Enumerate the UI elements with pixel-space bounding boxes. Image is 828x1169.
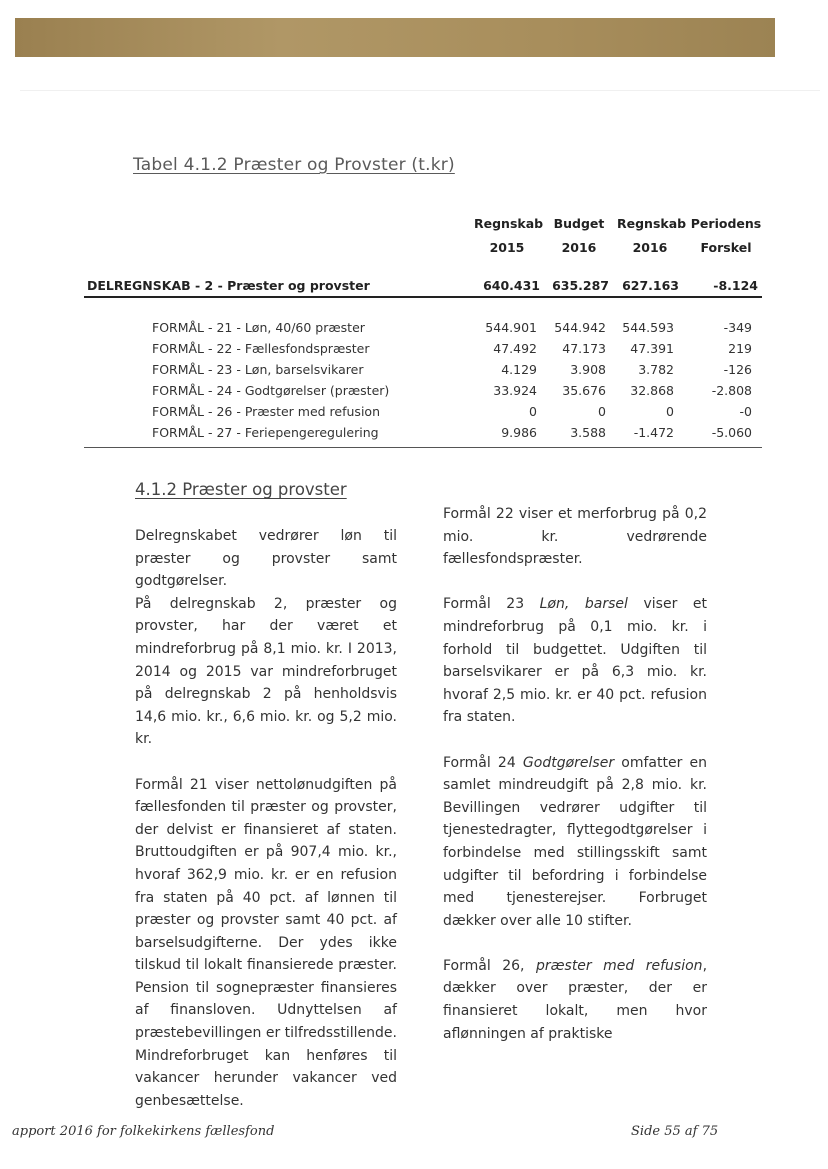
divider — [20, 90, 820, 91]
cell: -5.060 — [711, 425, 752, 440]
cell: 544.901 — [485, 320, 537, 335]
cell: -349 — [723, 320, 752, 335]
cell: -1.472 — [633, 425, 674, 440]
cell: -2.808 — [711, 383, 752, 398]
row-label: FORMÅL - 23 - Løn, barselsvikarer — [152, 362, 364, 377]
summary-value: 640.431 — [483, 278, 540, 293]
row-label: FORMÅL - 24 - Godtgørelser (præster) — [152, 383, 390, 398]
cell: -0 — [739, 404, 752, 419]
cell: 33.924 — [493, 383, 537, 398]
cell: -126 — [723, 362, 752, 377]
cell: 9.986 — [501, 425, 537, 440]
cell: 219 — [728, 341, 752, 356]
paragraph: Delregnskabet vedrører løn til præster og provster samt godtgørelser. — [135, 528, 397, 590]
cell: 0 — [666, 404, 674, 419]
paragraph: Formål 26, præster med refusion, dækker over præster, der er finansieret lokalt, men hvor aflønningen af praktiske — [443, 957, 708, 1042]
cell: 0 — [529, 404, 537, 419]
cell: 0 — [598, 404, 606, 419]
summary-label: DELREGNSKAB - 2 - Præster og provster — [87, 278, 370, 293]
summary-value: -8.124 — [713, 278, 758, 293]
summary-value: 627.163 — [622, 278, 679, 293]
cell: 544.593 — [622, 320, 674, 335]
cell: 47.173 — [562, 341, 606, 356]
row-label: FORMÅL - 21 - Løn, 40/60 præster — [152, 320, 365, 335]
table-title: Tabel 4.1.2 Præster og Provster (t.kr) — [133, 155, 455, 175]
table-row — [84, 318, 762, 339]
right-column — [443, 503, 707, 1045]
row-label: FORMÅL - 22 - Fællesfondspræster — [152, 341, 370, 356]
table-row — [84, 402, 762, 423]
left-column — [135, 525, 397, 1112]
footer-report-title: apport 2016 for folkekirkens fællesfond — [12, 1124, 275, 1139]
table-row — [84, 381, 762, 402]
cell: 47.492 — [493, 341, 537, 356]
table-rule — [84, 447, 762, 448]
table-row — [84, 339, 762, 360]
paragraph: Formål 21 viser nettolønudgiften på fællesfonden til præster og provster, der delvist er finansieret af staten. Bruttoudgiften er på 907,4 mio. kr., hvoraf 362,9 mio. kr. er en refusion fra staten på 40 pct. af lønnen til præster og provster samt 40 pct. af barselsudgifterne. Der ydes ikke tilskud til lokalt finansierede præster. Pension til sognepræster finansieres af finansloven. Udnyttelsen af præstebevillingen er tilfredsstillende. Mindreforbruget kan henføres til vakancer herunder vakancer ved genbesættelse. — [135, 776, 397, 1109]
column-header-budget-2016: Budget 2016 — [553, 216, 605, 255]
summary-value: 635.287 — [552, 278, 609, 293]
cell: 35.676 — [562, 383, 606, 398]
cell: 32.868 — [630, 383, 674, 398]
cell: 3.908 — [570, 362, 606, 377]
paragraph: Formål 22 viser et merforbrug på 0,2 mio. kr. vedrørende fællesfondspræster. — [443, 506, 707, 568]
cell: 47.391 — [630, 341, 674, 356]
row-label: FORMÅL - 26 - Præster med refusion — [152, 404, 380, 419]
footer-page-number: Side 55 af 75 — [631, 1124, 719, 1139]
section-heading: 4.1.2 Præster og provster — [135, 480, 347, 499]
paragraph: Formål 23 Løn, barsel viser et mindreforbrug på 0,1 mio. kr. i forhold til budgettet. Udgiften til barselsvikarer er på 6,3 mio. kr. hvoraf 2,5 mio. kr. er 40 pct. refusion fra staten. — [443, 596, 707, 726]
cell: 3.588 — [570, 425, 606, 440]
cell: 4.129 — [501, 362, 537, 377]
paragraph: På delregnskab 2, præster og provster, har der været et mindreforbrug på 8,1 mio. kr. I 2013, 2014 og 2015 var mindreforbruget på delregnskab 2 på henholdsvis 14,6 mio. kr., 6,6 mio. kr. og 5,2 mio. kr. — [135, 595, 397, 748]
cell: 544.942 — [554, 320, 606, 335]
table-row — [84, 423, 762, 444]
column-header-regnskab-2016: Regnskab 2016 — [617, 216, 687, 255]
column-header-regnskab-2015: Regnskab 2015 — [474, 216, 544, 255]
header-band — [15, 18, 775, 57]
table-row — [84, 360, 762, 381]
table-rule — [84, 296, 762, 298]
cell: 3.782 — [638, 362, 674, 377]
summary-row — [84, 274, 762, 298]
paragraph: Formål 24 Godtgørelser omfatter en samlet mindreudgift på 2,8 mio. kr. Bevillingen vedrører udgifter til tjenestedragter, flyttegodtgørelser i forbindelse med stillingsskift samt udgifter til befordring i forbindelse med tjenesterejser. Forbruget dækker over alle 10 stifter. — [443, 754, 707, 929]
row-label: FORMÅL - 27 - Feriepengeregulering — [152, 425, 379, 440]
column-header-periodens-forskel: Periodens Forskel — [690, 216, 762, 255]
